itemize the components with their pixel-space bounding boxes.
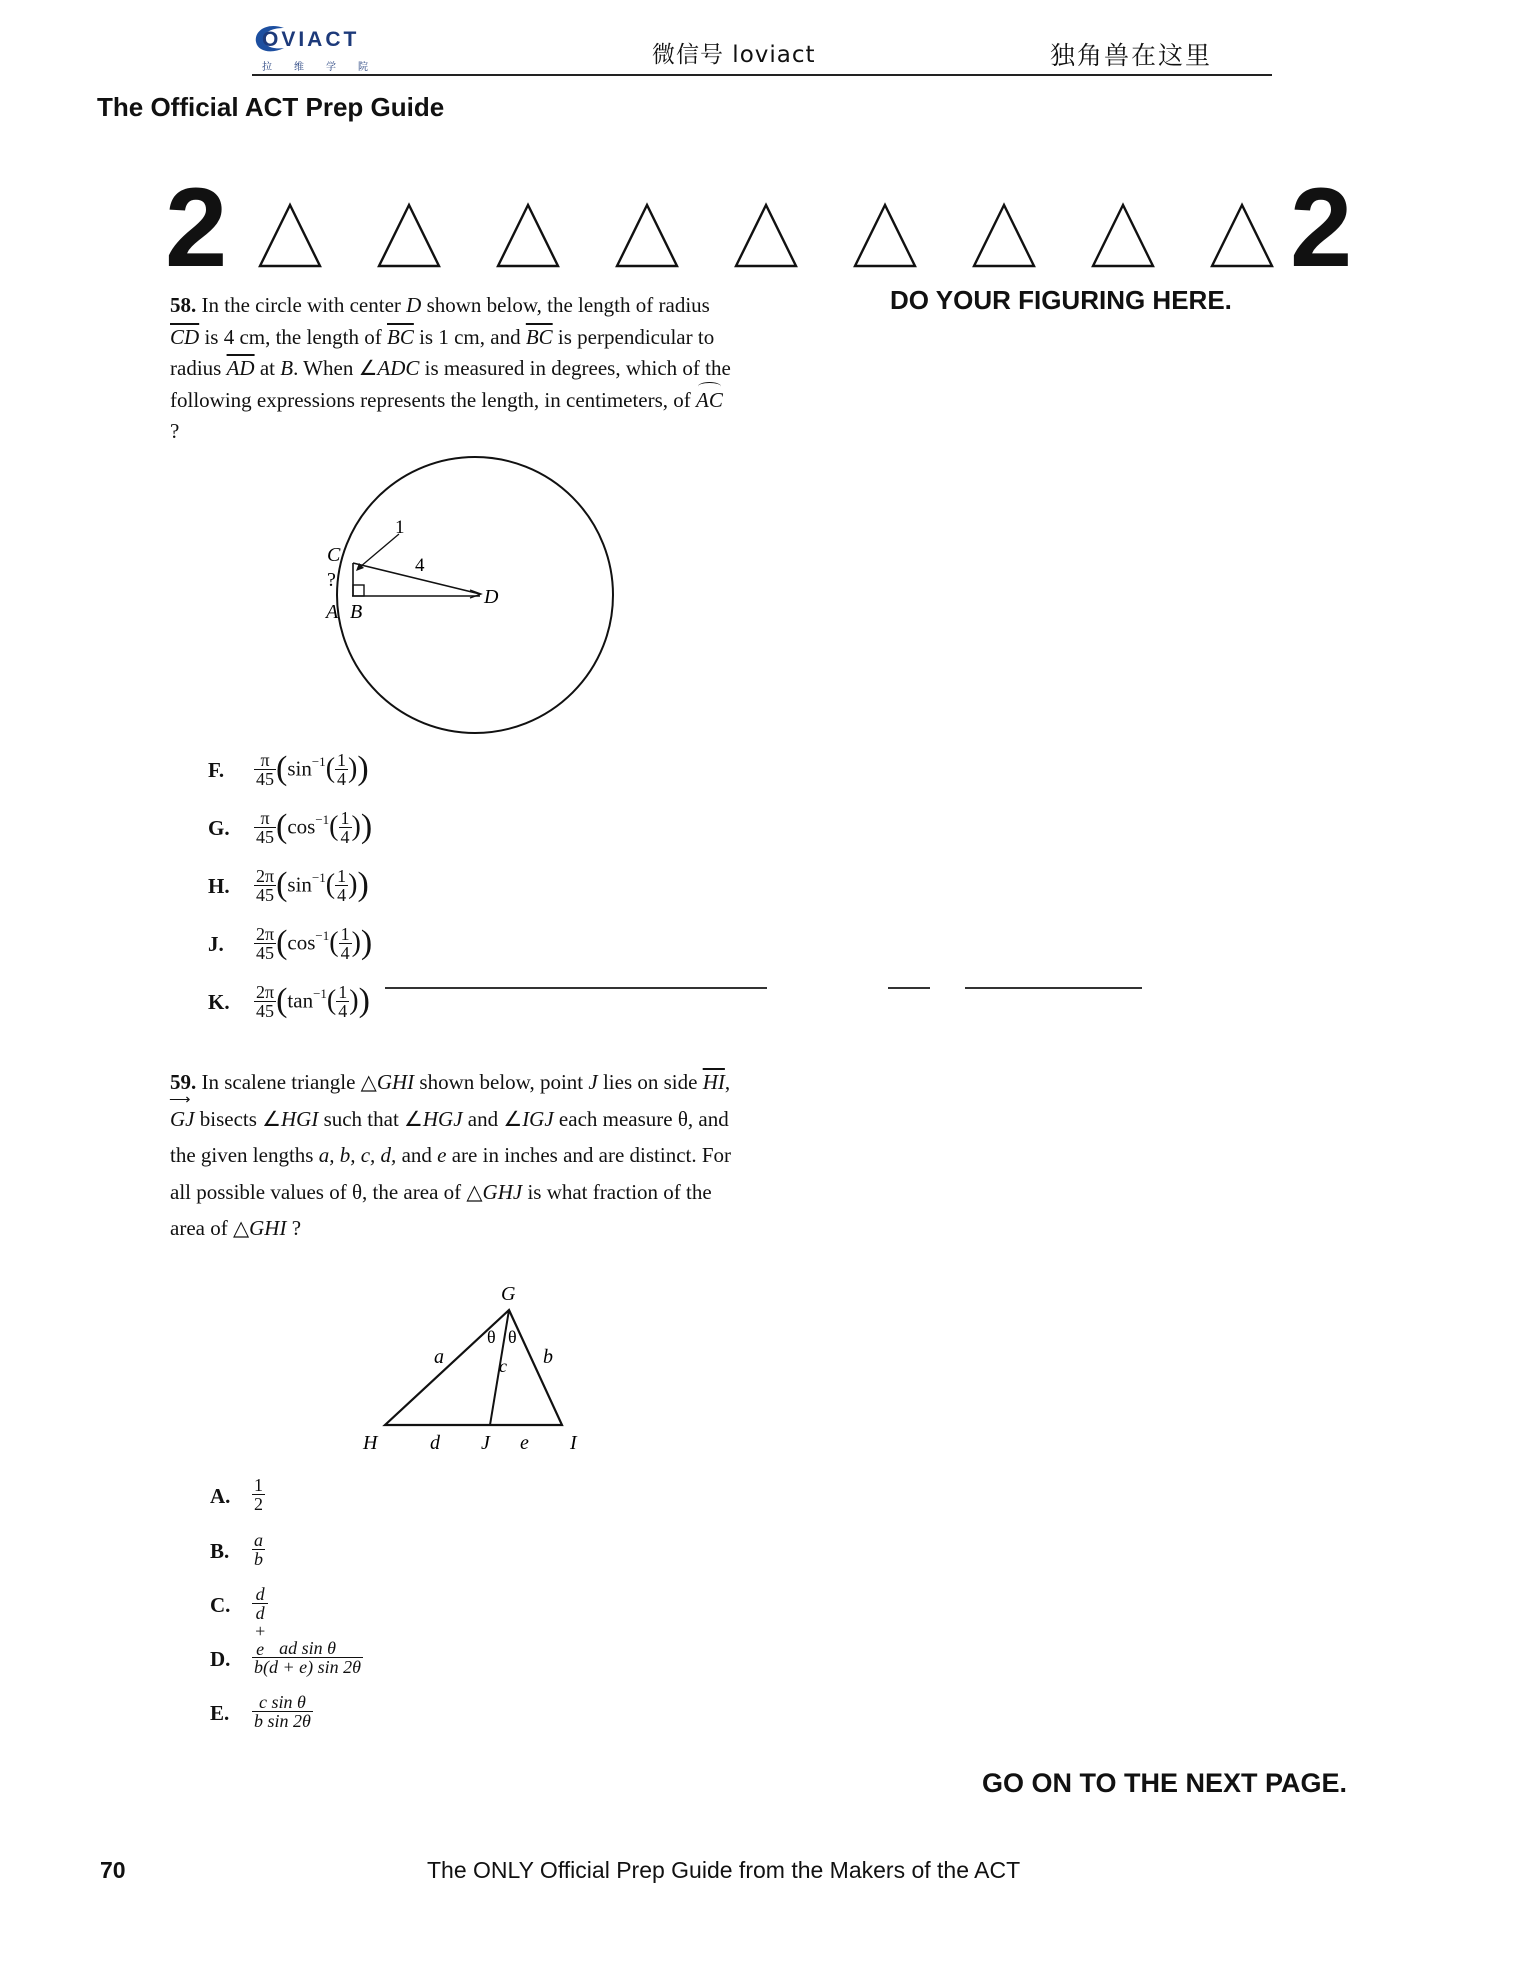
logo-text: OVIACT <box>262 28 360 51</box>
option-label: C. <box>210 1593 231 1617</box>
coef-num: 2π <box>256 981 275 1002</box>
q59-text: is what fraction of the area of △ <box>170 1179 712 1240</box>
q59-text: lies on side <box>602 1070 698 1094</box>
q59-text: are in inches and are distinct. For all possible values of θ, the area of △ <box>170 1143 732 1204</box>
q58-stem <box>170 290 735 448</box>
arg-fraction <box>336 983 349 1020</box>
label-a: a <box>434 1346 444 1368</box>
go-on-notice: GO ON TO THE NEXT PAGE. <box>982 1768 1348 1798</box>
label-a: A <box>326 601 339 623</box>
answer-divider-mid <box>888 987 930 989</box>
option-label: G. <box>208 816 230 840</box>
option-expression: $\frac{2\pi}{45}$ ($\sin^{-1}$( $\frac{1}{4}$ )) <box>256 865 369 905</box>
option-den: 2 <box>254 1494 263 1514</box>
q59-number: 59. <box>170 1070 197 1094</box>
label-b: b <box>543 1346 553 1368</box>
q58-sym: D <box>406 293 422 317</box>
coef-fraction <box>254 983 276 1020</box>
page-number: 70 <box>100 1857 126 1883</box>
q59-text: each measure θ, and the given lengths <box>170 1106 729 1167</box>
q59-angle: HGJ <box>422 1106 463 1131</box>
option-expression: $\frac{2\pi}{45}$ ($\tan^{-1}$( $\frac{1}{4}$ )) <box>256 981 370 1021</box>
coef-fraction <box>254 751 276 788</box>
q59-text: and <box>401 1143 432 1167</box>
q58-segment: $\overline{BC}$ <box>387 324 414 349</box>
coef-fraction <box>254 925 276 962</box>
figuring-area-label: DO YOUR FIGURING HERE. <box>890 285 1232 315</box>
arg-num: 1 <box>337 865 347 886</box>
arg-den: 4 <box>340 826 350 847</box>
coef-num: π <box>260 749 270 770</box>
option-num: ad sin θ <box>279 1638 336 1658</box>
q59-text: shown below, point <box>419 1070 584 1094</box>
coef-den: 45 <box>254 885 276 904</box>
trig-fn: cos <box>287 814 316 839</box>
label-e: e <box>520 1432 529 1454</box>
arg-den: 4 <box>337 768 347 789</box>
label-theta-right: θ <box>508 1327 517 1347</box>
q58-text: In the circle with center <box>201 293 401 317</box>
coef-fraction <box>254 809 276 846</box>
q59-text: ? <box>291 1216 302 1240</box>
label-four: 4 <box>415 555 425 576</box>
option-fraction <box>252 1531 265 1568</box>
inverse-exp: −1 <box>315 927 330 943</box>
arg-num: 1 <box>340 923 350 944</box>
inverse-exp: −1 <box>313 985 327 1001</box>
arg-fraction <box>335 867 348 904</box>
q59-stem <box>170 1064 735 1247</box>
q59-sym: J <box>588 1070 598 1094</box>
arg-fraction <box>335 751 348 788</box>
arg-fraction <box>339 809 352 846</box>
trig-fn: cos <box>287 930 316 955</box>
q59-sym: a, b, c, d, <box>318 1143 397 1167</box>
q58-text: at <box>259 356 275 380</box>
option-num: c sin θ <box>259 1692 306 1712</box>
q58-text: is measured in degrees, which of the following expressions represents the length, in centimeters, of <box>170 356 731 412</box>
q58-angle: ADC <box>377 356 420 380</box>
option-expression: $\frac{\pi}{45}$ ($\cos^{-1}$( $\frac{1}{4}$ )) <box>256 807 373 847</box>
coef-fraction <box>254 867 276 904</box>
q59-sym: GHI <box>376 1070 415 1094</box>
option-num: d <box>255 1584 265 1604</box>
option-label: F. <box>208 758 225 782</box>
wechat-id: 微信号 loviact <box>652 42 816 68</box>
label-d: d <box>430 1432 440 1454</box>
q58-segment: $\overline{AD}$ <box>226 356 255 380</box>
coef-den: 45 <box>256 826 274 847</box>
q58-circle-diagram <box>300 450 640 740</box>
trig-fn: sin <box>287 872 312 897</box>
triangle-ghi <box>385 1310 562 1425</box>
answer-divider-left <box>385 987 767 989</box>
coef-num: π <box>260 807 270 828</box>
option-label: H. <box>208 874 230 898</box>
option-fraction <box>252 1476 265 1513</box>
option-label: D. <box>210 1647 231 1671</box>
q59-text: , <box>724 1070 731 1094</box>
q58-text: is 1 cm, and <box>419 324 521 349</box>
q58-text: shown below, the length of radius <box>426 293 710 317</box>
footer-tagline: The ONLY Official Prep Guide from the Makers of the ACT <box>427 1857 1021 1883</box>
q59-text: In scalene triangle △ <box>201 1070 377 1094</box>
label-j: J <box>481 1432 490 1454</box>
q58-text: ? <box>170 419 180 443</box>
trig-fn: sin <box>287 756 312 781</box>
arg-den: 4 <box>340 942 350 963</box>
label-b: B <box>350 601 363 623</box>
q59-angle: HGI <box>280 1106 319 1131</box>
inverse-exp: −1 <box>311 753 326 769</box>
section-number-left: 2 <box>165 165 228 290</box>
guide-title: The Official ACT Prep Guide <box>97 92 445 122</box>
label-d: D <box>484 586 499 608</box>
inverse-exp: −1 <box>315 811 330 827</box>
option-expression: $\frac{2\pi}{45}$ ($\cos^{-1}$( $\frac{1}{4}$ )) <box>256 923 373 963</box>
q59-sym: GHJ <box>482 1179 523 1204</box>
option-label: K. <box>208 990 230 1014</box>
q59-text: such that ∠ <box>323 1106 423 1131</box>
q59-triangle-diagram <box>350 1270 610 1460</box>
q58-sym: B <box>280 356 294 380</box>
option-fraction <box>252 1639 363 1676</box>
label-g: G <box>501 1283 516 1305</box>
label-h: H <box>363 1432 378 1454</box>
q59-sym: GHI <box>249 1216 287 1240</box>
label-q: ? <box>327 569 336 591</box>
label-c: C <box>327 544 341 566</box>
arg-den: 4 <box>338 1000 348 1021</box>
label-theta-left: θ <box>487 1327 496 1347</box>
q59-text: and ∠ <box>467 1106 523 1131</box>
answer-divider-right <box>965 987 1142 989</box>
option-label: A. <box>210 1484 231 1508</box>
label-c: c <box>499 1356 507 1376</box>
q58-segment: $\overline{CD}$ <box>170 324 200 349</box>
q58-segment: $\overline{BC}$ <box>525 324 553 349</box>
option-label: B. <box>210 1539 230 1563</box>
option-den: b <box>254 1549 263 1569</box>
q58-arc: AC <box>696 385 723 417</box>
option-num: 1 <box>254 1475 263 1495</box>
q59-ray: ⟶ GJ <box>170 1101 195 1138</box>
label-i: I <box>570 1432 577 1454</box>
slogan: 独角兽在这里 <box>1050 41 1213 70</box>
option-fraction <box>252 1693 313 1730</box>
header-rule <box>252 74 1272 76</box>
circle <box>337 457 613 733</box>
coef-den: 45 <box>254 943 276 962</box>
option-label: J. <box>208 932 224 956</box>
q58-text: is perpendicular to radius <box>170 324 715 380</box>
trig-fn: tan <box>287 988 314 1013</box>
q59-segment: $\overline{HI}$ <box>702 1070 725 1094</box>
option-label: E. <box>210 1701 230 1725</box>
logo-subtitle: 拉维学院 <box>262 62 390 73</box>
q58-text: is 4 cm, the length of <box>204 324 382 349</box>
q58-text: . When ∠ <box>293 356 378 380</box>
triangle-row-icon <box>255 200 1275 272</box>
q58-number: 58. <box>170 293 197 317</box>
right-angle-mark <box>353 585 364 596</box>
inverse-exp: −1 <box>311 869 326 885</box>
coef-num: 2π <box>256 865 275 886</box>
q59-angle: IGJ <box>522 1106 554 1131</box>
q59-text: bisects ∠ <box>199 1106 281 1131</box>
coef-den: 45 <box>254 1001 276 1020</box>
coef-den: 45 <box>256 768 274 789</box>
arg-num: 1 <box>337 749 347 770</box>
arg-fraction <box>339 925 352 962</box>
q59-sym: e <box>437 1143 447 1167</box>
label-one: 1 <box>395 517 405 538</box>
option-num: a <box>254 1530 263 1550</box>
option-den: d + e <box>254 1603 267 1659</box>
arg-num: 1 <box>340 807 350 828</box>
coef-num: 2π <box>256 923 275 944</box>
arg-den: 4 <box>337 884 347 905</box>
arg-num: 1 <box>338 981 348 1002</box>
pointer-line <box>360 534 399 567</box>
section-number-right: 2 <box>1290 165 1353 290</box>
option-den: b(d + e) sin 2θ <box>254 1657 361 1677</box>
option-expression: $\frac{\pi}{45}$ ($\sin^{-1}$( $\frac{1}{4}$ )) <box>256 749 369 789</box>
option-den: b sin 2θ <box>254 1711 311 1731</box>
